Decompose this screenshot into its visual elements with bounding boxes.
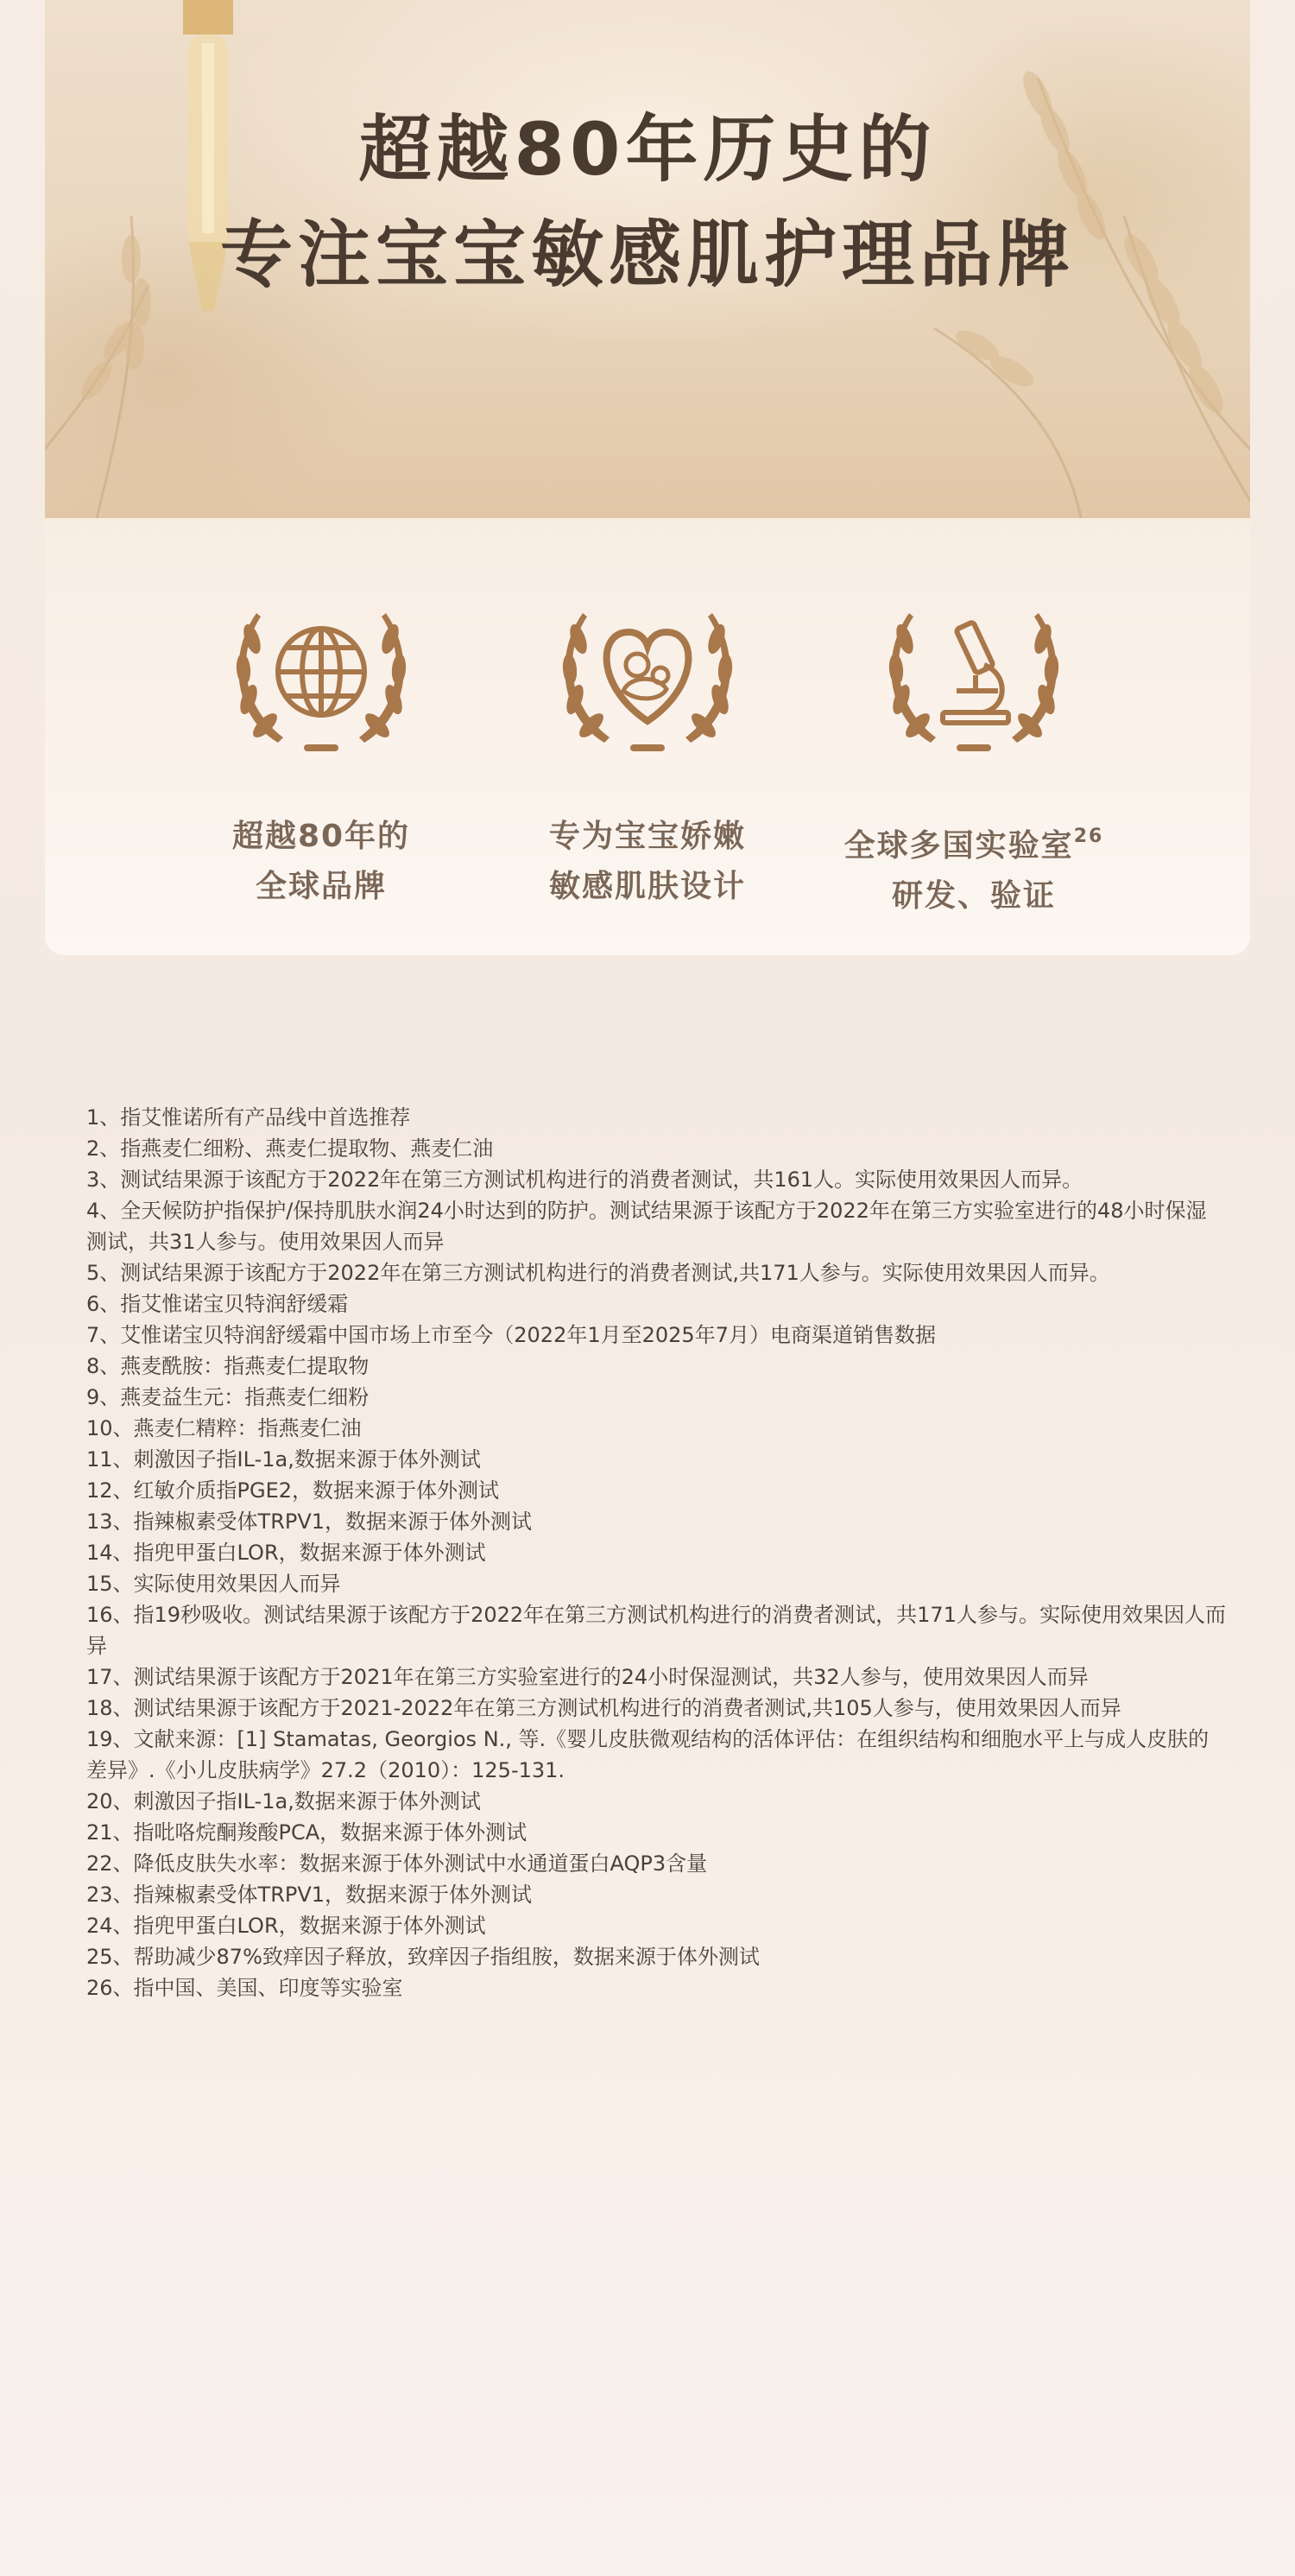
footnote-item: 15、实际使用效果因人而异 <box>86 1572 341 1596</box>
footnote-item: 20、刺激因子指IL-1a,数据来源于体外测试 <box>86 1789 481 1813</box>
footnote-item: 10、燕麦仁精粹：指燕麦仁油 <box>86 1416 362 1440</box>
footnote-item: 24、指兜甲蛋白LOR，数据来源于体外测试 <box>86 1914 486 1938</box>
footnote-item: 13、指辣椒素受体TRPV1，数据来源于体外测试 <box>86 1510 533 1534</box>
feature-label-line2: 全球品牌 <box>255 869 387 904</box>
footnote-item: 2、指燕麦仁细粉、燕麦仁提取物、燕麦仁油 <box>86 1136 494 1161</box>
footnote-item: 21、指吡咯烷酮羧酸PCA，数据来源于体外测试 <box>86 1820 527 1845</box>
footnote-item: 7、艾惟诺宝贝特润舒缓霜中国市场上市至今（2022年1月至2025年7月）电商渠道销售数据 <box>86 1323 936 1347</box>
hero-title-line2: 专注宝宝敏感肌护理品牌 <box>219 212 1075 297</box>
mother-baby-heart-icon <box>544 579 751 769</box>
hero-title-line1: 超越80年历史的 <box>358 107 937 192</box>
footnote-item: 22、降低皮肤失水率：数据来源于体外测试中水通道蛋白AQP3含量 <box>86 1851 708 1876</box>
footnote-item: 12、红敏介质指PGE2，数据来源于体外测试 <box>86 1478 500 1503</box>
footnote-item: 14、指兜甲蛋白LOR，数据来源于体外测试 <box>86 1541 486 1565</box>
feature-label-line1: 专为宝宝娇嫩 <box>548 819 746 854</box>
footnote-ref-26: 26 <box>1073 826 1104 847</box>
footnotes-list <box>86 1102 1226 2003</box>
features-card <box>45 518 1250 955</box>
hero-banner <box>45 0 1250 518</box>
globe-icon <box>218 579 425 769</box>
footnote-item: 4、全天候防护指保护/保持肌肤水润24小时达到的防护。测试结果源于该配方于2022年在第三方实验室进行的48小时保湿测试，共31人参与。使用效果因人而异 <box>86 1199 1207 1254</box>
footnote-item: 26、指中国、美国、印度等实验室 <box>86 1976 403 2000</box>
footnote-item: 1、指艾惟诺所有产品线中首选推荐 <box>86 1105 411 1130</box>
feature-label-line1: 超越80年的 <box>231 819 411 854</box>
footnote-item: 6、指艾惟诺宝贝特润舒缓霜 <box>86 1292 349 1316</box>
footnote-item: 3、测试结果源于该配方于2022年在第三方测试机构进行的消费者测试，共161人。实际使用效果因人而异。 <box>86 1168 1083 1192</box>
footnote-item: 5、测试结果源于该配方于2022年在第三方测试机构进行的消费者测试,共171人参与。实际使用效果因人而异。 <box>86 1261 1110 1285</box>
footnote-item: 25、帮助减少87%致痒因子释放，致痒因子指组胺，数据来源于体外测试 <box>86 1945 760 1969</box>
feature-global-brand <box>140 579 502 912</box>
footnote-item: 19、文献来源：[1] Stamatas, Georgios N., 等.《婴儿皮肤微观结构的活体评估：在组织结构和细胞水平上与成人皮肤的差异》.《小儿皮肤病学》27.2（2010）：125-131. <box>86 1727 1210 1782</box>
footnote-item: 23、指辣椒素受体TRPV1，数据来源于体外测试 <box>86 1883 533 1907</box>
feature-sensitive-skin <box>466 579 829 912</box>
footnote-item: 9、燕麦益生元：指燕麦仁细粉 <box>86 1385 370 1409</box>
footnote-item: 17、测试结果源于该配方于2021年在第三方实验室进行的24小时保湿测试，共32人参与，使用效果因人而异 <box>86 1665 1089 1689</box>
microscope-icon <box>870 579 1077 769</box>
footnote-item: 11、刺激因子指IL-1a,数据来源于体外测试 <box>86 1447 481 1472</box>
footnote-item: 8、燕麦酰胺：指燕麦仁提取物 <box>86 1354 370 1378</box>
feature-global-labs <box>793 579 1155 921</box>
feature-label-line1: 全球多国实验室 <box>843 828 1074 864</box>
feature-label-line2: 敏感肌肤设计 <box>548 869 746 904</box>
footnote-item: 16、指19秒吸收。测试结果源于该配方于2022年在第三方测试机构进行的消费者测试，共171人参与。实际使用效果因人而异 <box>86 1603 1226 1658</box>
feature-label-line2: 研发、验证 <box>891 878 1056 914</box>
footnote-item: 18、测试结果源于该配方于2021-2022年在第三方测试机构进行的消费者测试,共105人参与，使用效果因人而异 <box>86 1696 1121 1720</box>
